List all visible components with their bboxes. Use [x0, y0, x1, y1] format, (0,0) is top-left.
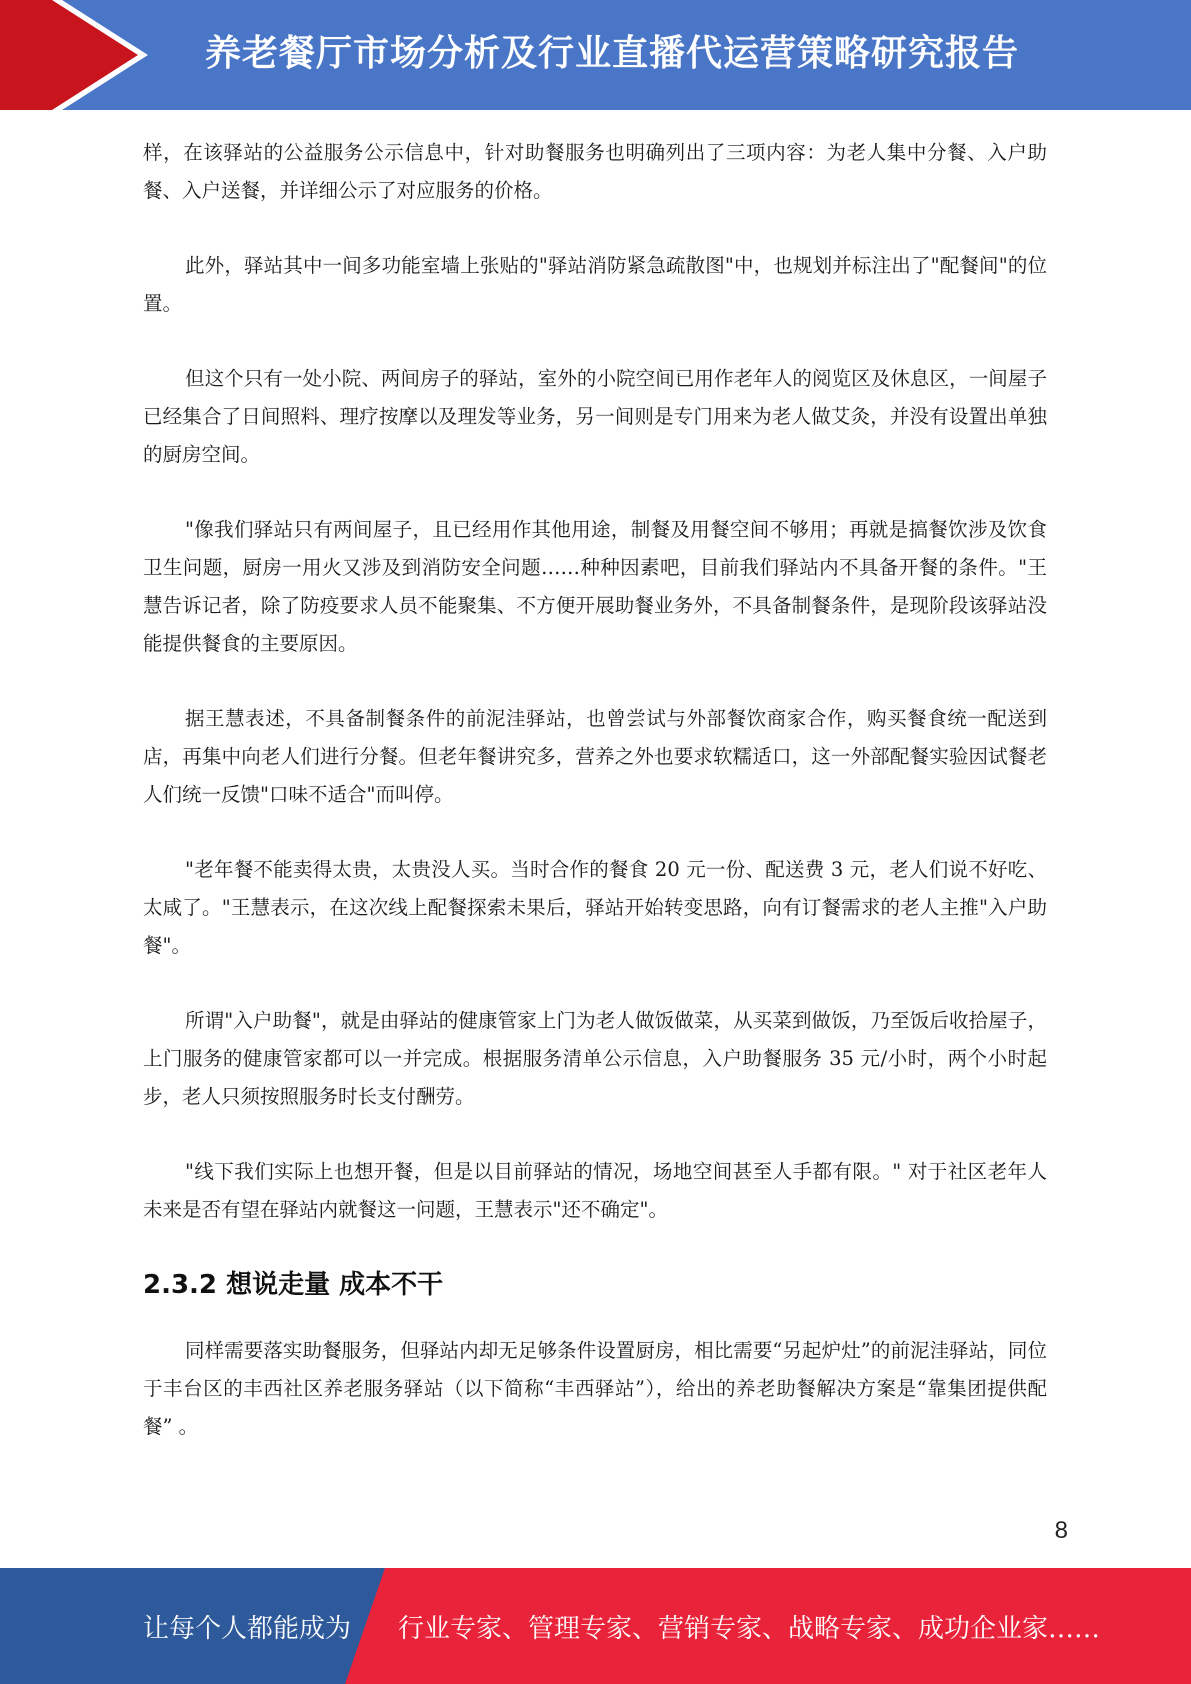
header-arrow-decoration	[0, 0, 160, 110]
paragraph: "像我们驿站只有两间屋子，且已经用作其他用途，制餐及用餐空间不够用；再就是搞餐饮涉及饮食卫生问题，厨房一用火又涉及到消防安全问题……种种因素吧，目前我们驿站内不具备开餐的条件。"王慧告诉记者，除了防疫要求人员不能聚集、不方便开展助餐业务外，不具备制餐条件，是现阶段该驿站没能提供餐食的主要原因。	[143, 518, 1047, 655]
paragraph: "线下我们实际上也想开餐，但是以目前驿站的情况，场地空间甚至人手都有限。" 对于社区老年人未来是否有望在驿站内就餐这一问题，王慧表示"还不确定"。	[143, 1160, 1047, 1221]
paragraph: 据王慧表述，不具备制餐条件的前泥洼驿站，也曾尝试与外部餐饮商家合作，购买餐食统一配送到店，再集中向老人们进行分餐。但老年餐讲究多，营养之外也要求软糯适口，这一外部配餐实验因试餐老人们统一反馈"口味不适合"而叫停。	[143, 707, 1047, 806]
page-header	[0, 0, 1191, 110]
paragraph: 但这个只有一处小院、两间房子的驿站，室外的小院空间已用作老年人的阅览区及休息区，一间屋子已经集合了日间照料、理疗按摩以及理发等业务，另一间则是专门用来为老人做艾灸，并没有设置出单独的厨房空间。	[143, 367, 1047, 466]
paragraph: 样，在该驿站的公益服务公示信息中，针对助餐服务也明确列出了三项内容：为老人集中分餐、入户助餐、入户送餐，并详细公示了对应服务的价格。	[143, 141, 1047, 202]
page-number: 8	[1054, 1517, 1068, 1544]
paragraph: 此外，驿站其中一间多功能室墙上张贴的"驿站消防紧急疏散图"中，也规划并标注出了"配餐间"的位置。	[143, 254, 1047, 315]
page-footer	[0, 1568, 1191, 1684]
report-title: 养老餐厅市场分析及行业直播代运营策略研究报告	[205, 33, 1020, 74]
footer-slogan-left: 让每个人都能成为	[143, 1614, 352, 1644]
paragraph: 所谓"入户助餐"，就是由驿站的健康管家上门为老人做饭做菜，从买菜到做饭，乃至饭后收拾屋子，上门服务的健康管家都可以一并完成。根据服务清单公示信息，入户助餐服务 35 元/小时，两个小时起步，老人只须按照服务时长支付酬劳。	[143, 1009, 1047, 1108]
document-body	[143, 134, 1047, 1483]
paragraph: "老年餐不能卖得太贵，太贵没人买。当时合作的餐食 20 元一份、配送费 3 元，老人们说不好吃、太咸了。"王慧表示，在这次线上配餐探索未果后，驿站开始转变思路，向有订餐需求的老人主推"入户助餐"。	[143, 858, 1047, 957]
paragraph: 同样需要落实助餐服务，但驿站内却无足够条件设置厨房，相比需要“另起炉灶”的前泥洼驿站，同位于丰台区的丰西社区养老服务驿站（以下简称“丰西驿站”），给出的养老助餐解决方案是“靠集团提供配餐” 。	[143, 1339, 1047, 1438]
footer-slogan-right: 行业专家、管理专家、营销专家、战略专家、成功企业家……	[398, 1614, 1101, 1644]
section-heading: 2.3.2 想说走量 成本不干	[143, 1270, 444, 1300]
